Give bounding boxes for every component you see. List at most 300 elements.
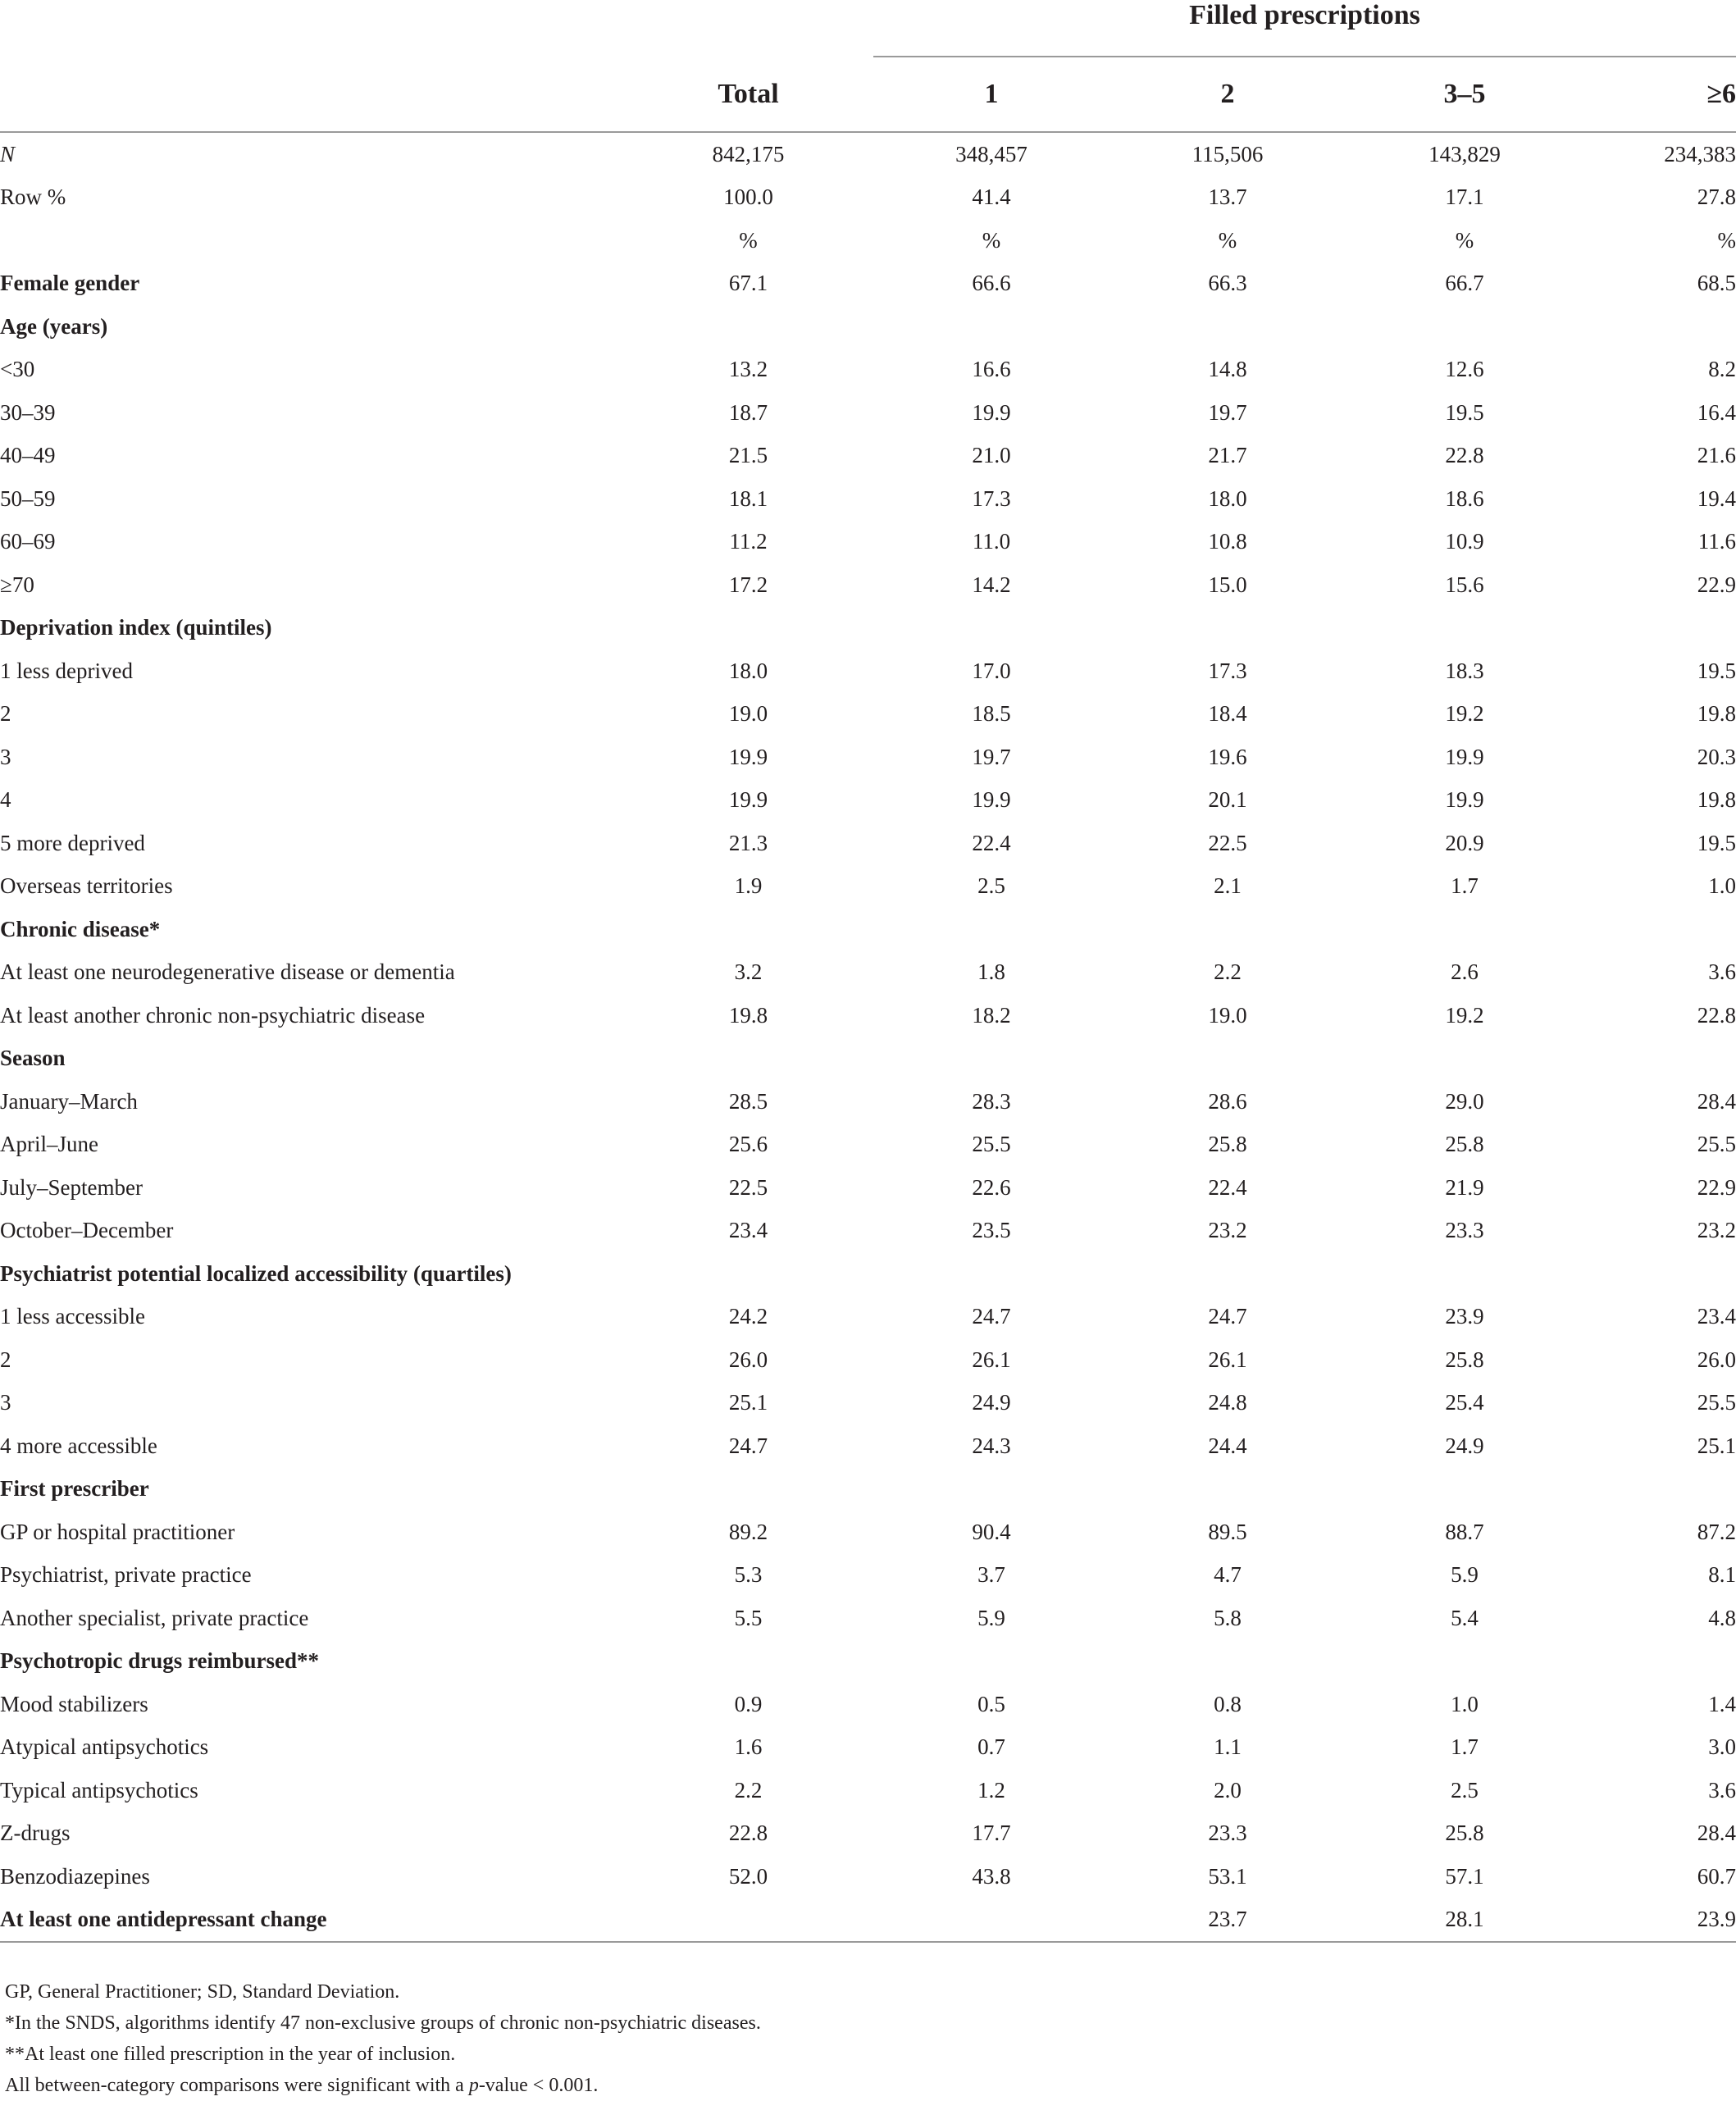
table-row <box>0 994 1736 1037</box>
table-cell <box>1583 1037 1736 1081</box>
table-cell <box>1109 1252 1346 1296</box>
table-cell: 23.7 <box>1109 1898 1346 1943</box>
table-row <box>0 219 1736 262</box>
row-label: Age (years) <box>0 313 108 339</box>
table-cell <box>873 1468 1109 1511</box>
table-row <box>0 1769 1736 1812</box>
row-label <box>0 219 623 262</box>
table-cell: 24.7 <box>728 1433 768 1458</box>
table-row <box>0 736 1736 779</box>
table-cell <box>873 1898 1109 1943</box>
row-label: 4 <box>0 787 11 813</box>
row-label: At least one antidepressant change <box>0 1898 623 1943</box>
table-cell: 24.2 <box>728 1304 768 1329</box>
table-cell: 25.1 <box>728 1390 768 1415</box>
table-cell: 66.7 <box>1445 271 1484 296</box>
table-cell: 234,383 <box>1664 141 1736 166</box>
table-cell: 17.0 <box>972 658 1011 683</box>
table-cell: 143,829 <box>1428 141 1501 166</box>
column-header: 1 <box>873 57 1109 132</box>
table-cell: 52.0 <box>728 1863 768 1889</box>
table-footnotes <box>5 1976 761 2101</box>
table-cell: 88.7 <box>1445 1519 1484 1544</box>
table-cell: 17.7 <box>972 1821 1011 1846</box>
table-cell <box>1583 1640 1736 1684</box>
table-row <box>0 262 1736 306</box>
row-label: Another specialist, private practice <box>0 1605 309 1630</box>
table-cell: % <box>1455 227 1474 253</box>
row-label: 60–69 <box>0 529 56 554</box>
table-cell <box>1109 908 1346 951</box>
table-cell: 26.0 <box>1697 1347 1736 1372</box>
row-label: October–December <box>0 1218 174 1243</box>
table-cell: 0.9 <box>734 1691 763 1716</box>
table-cell: 22.8 <box>1697 1002 1736 1028</box>
row-label: January–March <box>0 1088 138 1114</box>
table-cell <box>1583 1468 1736 1511</box>
table-cell: 5.8 <box>1214 1605 1242 1630</box>
table-cell: 89.2 <box>728 1519 768 1544</box>
table-cell: 5.3 <box>734 1562 763 1588</box>
table-cell: 1.4 <box>1708 1691 1736 1716</box>
table-cell: 19.5 <box>1445 399 1484 425</box>
table-cell: 8.1 <box>1708 1562 1736 1588</box>
row-label: <30 <box>0 357 35 382</box>
table-cell: 18.0 <box>1208 485 1247 511</box>
row-label: Season <box>0 1046 66 1071</box>
table-cell: 3.2 <box>734 959 763 985</box>
table-row <box>0 1210 1736 1253</box>
table-row <box>0 1554 1736 1597</box>
table-cell: 100.0 <box>723 185 773 210</box>
table-cell: 19.9 <box>728 744 768 769</box>
table-cell: 19.9 <box>1445 787 1484 813</box>
table-row <box>0 391 1736 435</box>
table-cell: 3.7 <box>977 1562 1005 1588</box>
table-row <box>0 1123 1736 1167</box>
table-cell: 1.1 <box>1214 1734 1242 1760</box>
table-cell: 1.2 <box>977 1777 1005 1802</box>
table-cell <box>1346 1252 1583 1296</box>
table-cell <box>1583 1252 1736 1296</box>
row-label: Overseas territories <box>0 873 173 899</box>
table-cell <box>873 305 1109 349</box>
table-cell <box>1109 607 1346 650</box>
footnote-chronic-disease: *In the SNDS, algorithms identify 47 non-exclusive groups of chronic non-psychiatric diseases. <box>5 2012 761 2034</box>
row-label: 3 <box>0 1390 11 1415</box>
table-cell: 22.5 <box>728 1174 768 1200</box>
table-row <box>0 435 1736 478</box>
table-cell: 2.5 <box>1451 1777 1479 1802</box>
table-cell: 57.1 <box>1445 1863 1484 1889</box>
table-cell: 16.6 <box>972 357 1011 382</box>
table-cell: 25.8 <box>1445 1347 1484 1372</box>
table-cell: 17.2 <box>728 572 768 597</box>
table-cell: 1.7 <box>1451 1734 1479 1760</box>
table-cell: 87.2 <box>1697 1519 1736 1544</box>
table-cell <box>623 1468 873 1511</box>
table-cell: 66.6 <box>972 271 1011 296</box>
table-cell <box>623 305 873 349</box>
table-cell: 19.8 <box>1697 701 1736 727</box>
column-header-row <box>0 57 1736 132</box>
table-cell: 0.7 <box>977 1734 1005 1760</box>
table-cell: 12.6 <box>1445 357 1484 382</box>
table-cell: 5.5 <box>734 1605 763 1630</box>
table-cell: 1.0 <box>1708 873 1736 899</box>
table-cell: 16.4 <box>1697 399 1736 425</box>
table-row <box>0 1296 1736 1339</box>
row-label: 1 less deprived <box>0 658 133 683</box>
table-cell: 17.1 <box>1445 185 1484 210</box>
table-cell: 21.7 <box>1208 443 1247 468</box>
table-cell: 25.4 <box>1445 1390 1484 1415</box>
row-label: Psychiatrist potential localized accessibility (quartiles) <box>0 1260 512 1286</box>
table-cell <box>1346 1468 1583 1511</box>
table-row <box>0 563 1736 607</box>
table-cell: 17.3 <box>972 485 1011 511</box>
table-cell: 23.2 <box>1208 1218 1247 1243</box>
table-row <box>0 607 1736 650</box>
table-cell: 5.9 <box>977 1605 1005 1630</box>
table-cell: 1.9 <box>734 873 763 899</box>
table-cell: 24.3 <box>972 1433 1011 1458</box>
footnote-psychotropic: **At least one filled prescription in the year of inclusion. <box>5 2044 456 2065</box>
table-row <box>0 305 1736 349</box>
table-cell: 15.6 <box>1445 572 1484 597</box>
table-cell: 23.3 <box>1208 1821 1247 1846</box>
table-cell <box>1109 1037 1346 1081</box>
table-cell: 2.2 <box>734 1777 763 1802</box>
table-cell: 17.3 <box>1208 658 1247 683</box>
group-header-spacer <box>623 0 873 57</box>
column-header: Total <box>623 57 873 132</box>
row-label: Row % <box>0 185 66 210</box>
row-label: 5 more deprived <box>0 830 145 855</box>
table-row <box>0 1511 1736 1554</box>
footnote-significance-prefix: All between-category comparisons were significant with a <box>5 2075 469 2096</box>
table-cell: 19.9 <box>728 787 768 813</box>
row-label: First prescriber <box>0 1476 149 1502</box>
table-cell: 28.6 <box>1208 1088 1247 1114</box>
table-cell <box>623 1640 873 1684</box>
table-cell <box>873 1037 1109 1081</box>
table-cell: 4.8 <box>1708 1605 1736 1630</box>
table-cell: 14.8 <box>1208 357 1247 382</box>
table-cell: 1.0 <box>1451 1691 1479 1716</box>
column-header: ≥6 <box>1583 57 1736 132</box>
table-cell: 21.0 <box>972 443 1011 468</box>
table-cell: 1.7 <box>1451 873 1479 899</box>
table-row <box>0 1812 1736 1856</box>
row-label: 2 <box>0 1347 11 1372</box>
table-cell: 23.9 <box>1445 1304 1484 1329</box>
table-cell: 2.2 <box>1214 959 1242 985</box>
table-cell: 22.5 <box>1208 830 1247 855</box>
table-cell: 4.7 <box>1214 1562 1242 1588</box>
table-cell <box>873 1640 1109 1684</box>
table-row <box>0 477 1736 521</box>
table-cell: 2.0 <box>1214 1777 1242 1802</box>
table-cell: 5.4 <box>1451 1605 1479 1630</box>
table-row <box>0 1382 1736 1425</box>
table-cell: 348,457 <box>955 141 1027 166</box>
table-body <box>0 132 1736 1942</box>
table-row <box>0 349 1736 392</box>
table-cell: 24.9 <box>972 1390 1011 1415</box>
row-label: April–June <box>0 1132 98 1157</box>
table-cell: 18.5 <box>972 701 1011 727</box>
table-cell: 66.3 <box>1208 271 1247 296</box>
table-cell: 41.4 <box>972 185 1011 210</box>
table-cell: 23.5 <box>972 1218 1011 1243</box>
table-cell: 24.7 <box>1208 1304 1247 1329</box>
table-row <box>0 1338 1736 1382</box>
table-cell: 19.8 <box>728 1002 768 1028</box>
table-cell: 3.6 <box>1708 959 1736 985</box>
row-label: Z-drugs <box>0 1821 71 1846</box>
table-cell: 20.3 <box>1697 744 1736 769</box>
table-cell <box>1583 908 1736 951</box>
table-cell: 8.2 <box>1708 357 1736 382</box>
table-cell: 13.2 <box>728 357 768 382</box>
row-label: At least another chronic non-psychiatric disease <box>0 1002 426 1028</box>
row-label: ≥70 <box>0 572 34 597</box>
table-cell <box>1346 305 1583 349</box>
table-cell: 28.5 <box>728 1088 768 1114</box>
table-cell: 24.4 <box>1208 1433 1247 1458</box>
group-header-row <box>0 0 1736 57</box>
table-row <box>0 1726 1736 1770</box>
table-cell <box>1346 1640 1583 1684</box>
table-cell: 115,506 <box>1192 141 1264 166</box>
table-cell: 10.8 <box>1208 529 1247 554</box>
table-cell: 28.4 <box>1697 1821 1736 1846</box>
table-cell: 18.3 <box>1445 658 1484 683</box>
row-label: Female gender <box>0 271 140 296</box>
row-label: 50–59 <box>0 485 56 511</box>
table-row <box>0 951 1736 995</box>
table-cell <box>1109 1468 1346 1511</box>
table-cell: 25.6 <box>728 1132 768 1157</box>
table-cell <box>1346 908 1583 951</box>
table-cell: % <box>982 227 1001 253</box>
table-row <box>0 132 1736 176</box>
table-cell: 28.3 <box>972 1088 1011 1114</box>
table-row <box>0 1855 1736 1898</box>
table-cell: 19.5 <box>1697 830 1736 855</box>
table-cell: 10.9 <box>1445 529 1484 554</box>
table-row <box>0 865 1736 909</box>
row-label: Deprivation index (quintiles) <box>0 615 272 640</box>
table-row <box>0 822 1736 865</box>
table-cell: 26.1 <box>972 1347 1011 1372</box>
table-cell: 89.5 <box>1208 1519 1247 1544</box>
table-cell: 11.6 <box>1697 529 1736 554</box>
row-label: 30–39 <box>0 399 56 425</box>
table-cell: 18.4 <box>1208 701 1247 727</box>
table-cell: 20.9 <box>1445 830 1484 855</box>
table-cell: 2.5 <box>977 873 1005 899</box>
table-cell: 19.9 <box>1445 744 1484 769</box>
table-cell: 3.0 <box>1708 1734 1736 1760</box>
row-label: Psychiatrist, private practice <box>0 1562 252 1588</box>
row-label: 4 more accessible <box>0 1433 157 1458</box>
table-cell: 18.7 <box>728 399 768 425</box>
table-cell: 0.8 <box>1214 1691 1242 1716</box>
table-cell: 18.0 <box>728 658 768 683</box>
table-cell <box>873 908 1109 951</box>
column-header: 3–5 <box>1346 57 1583 132</box>
table-cell: 23.4 <box>728 1218 768 1243</box>
table-cell: 25.8 <box>1445 1821 1484 1846</box>
table-cell: 28.4 <box>1697 1088 1736 1114</box>
table-row <box>0 1597 1736 1640</box>
table-cell: 5.9 <box>1451 1562 1479 1588</box>
table-cell: 19.6 <box>1208 744 1247 769</box>
table-row <box>0 1640 1736 1684</box>
table-cell: 68.5 <box>1697 271 1736 296</box>
table-cell: 21.9 <box>1445 1174 1484 1200</box>
table-cell: 19.2 <box>1445 701 1484 727</box>
table-cell <box>623 1037 873 1081</box>
table-cell: 27.8 <box>1697 185 1736 210</box>
table-cell: 21.5 <box>728 443 768 468</box>
row-label: Mood stabilizers <box>0 1691 148 1716</box>
table-cell: 25.5 <box>1697 1390 1736 1415</box>
table-row <box>0 521 1736 564</box>
table-cell: 25.5 <box>972 1132 1011 1157</box>
table-cell: 11.0 <box>972 529 1011 554</box>
table-cell: 18.2 <box>972 1002 1011 1028</box>
table-cell: 25.8 <box>1445 1132 1484 1157</box>
table-cell <box>1583 607 1736 650</box>
row-label: GP or hospital practitioner <box>0 1519 235 1544</box>
table-cell: 29.0 <box>1445 1088 1484 1114</box>
table-cell: 0.5 <box>977 1691 1005 1716</box>
table-cell: 19.4 <box>1697 485 1736 511</box>
table-cell: 25.5 <box>1697 1132 1736 1157</box>
table-row <box>0 779 1736 823</box>
row-label: At least one neurodegenerative disease or dementia <box>0 959 455 985</box>
table-cell: 24.9 <box>1445 1433 1484 1458</box>
table-cell: 22.4 <box>1208 1174 1247 1200</box>
table-cell: 90.4 <box>972 1519 1011 1544</box>
table-cell: 53.1 <box>1208 1863 1247 1889</box>
table-cell: 19.0 <box>1208 1002 1247 1028</box>
column-header: 2 <box>1109 57 1346 132</box>
table-cell: 22.9 <box>1697 572 1736 597</box>
table-cell: 28.1 <box>1346 1898 1583 1943</box>
group-header-filled-prescriptions: Filled prescriptions <box>873 0 1736 57</box>
table-cell: 20.1 <box>1208 787 1247 813</box>
table-cell: 24.7 <box>972 1304 1011 1329</box>
row-label: July–September <box>0 1174 143 1200</box>
table-cell: 26.1 <box>1208 1347 1247 1372</box>
table-cell <box>623 908 873 951</box>
footnote-significance-suffix: -value < 0.001. <box>478 2075 599 2096</box>
table-row <box>0 1468 1736 1511</box>
table-row <box>0 908 1736 951</box>
table-cell <box>873 1252 1109 1296</box>
row-label: 3 <box>0 744 11 769</box>
table-row <box>0 176 1736 220</box>
table-cell: 23.9 <box>1583 1898 1736 1943</box>
footnote-abbreviations: GP, General Practitioner; SD, Standard Deviation. <box>5 1981 400 2003</box>
table-cell: 21.3 <box>728 830 768 855</box>
table-cell <box>623 1898 873 1943</box>
column-header <box>0 57 623 132</box>
table-cell: % <box>1218 227 1237 253</box>
table-cell: 1.8 <box>977 959 1005 985</box>
table-cell: 13.7 <box>1208 185 1247 210</box>
table-cell <box>873 607 1109 650</box>
row-label: 40–49 <box>0 443 56 468</box>
table-cell: 22.6 <box>972 1174 1011 1200</box>
table-cell: 25.8 <box>1208 1132 1247 1157</box>
table-cell: 2.6 <box>1451 959 1479 985</box>
footnote-p-symbol: p <box>468 2075 479 2096</box>
table-cell: 11.2 <box>729 529 768 554</box>
table-cell: % <box>1717 227 1736 253</box>
row-label: 2 <box>0 701 11 727</box>
table-cell: 14.2 <box>972 572 1011 597</box>
table-cell <box>1109 1640 1346 1684</box>
table-cell: 23.2 <box>1697 1218 1736 1243</box>
table-cell: 19.8 <box>1697 787 1736 813</box>
table-row <box>0 1424 1736 1468</box>
table-cell: 18.6 <box>1445 485 1484 511</box>
table-row <box>0 1037 1736 1081</box>
table-cell: 18.1 <box>728 485 768 511</box>
table-cell: 22.4 <box>972 830 1011 855</box>
table-cell <box>1346 1037 1583 1081</box>
table-cell: 60.7 <box>1697 1863 1736 1889</box>
table-cell: 24.8 <box>1208 1390 1247 1415</box>
row-label: Benzodiazepines <box>0 1863 150 1889</box>
table-cell: 2.1 <box>1214 873 1242 899</box>
table-cell: 22.8 <box>1445 443 1484 468</box>
table-cell <box>1583 305 1736 349</box>
table-cell: 842,175 <box>712 141 785 166</box>
row-label: 1 less accessible <box>0 1304 145 1329</box>
table-cell: 1.6 <box>734 1734 763 1760</box>
table-row <box>0 1166 1736 1210</box>
table-cell: 23.4 <box>1697 1304 1736 1329</box>
table-cell <box>1346 607 1583 650</box>
table-cell: 19.2 <box>1445 1002 1484 1028</box>
row-label: Atypical antipsychotics <box>0 1734 209 1760</box>
table-cell: 21.6 <box>1697 443 1736 468</box>
table-cell: 19.9 <box>972 787 1011 813</box>
group-header-spacer <box>0 0 623 57</box>
row-label: N <box>0 141 16 166</box>
table-cell: 26.0 <box>728 1347 768 1372</box>
footnote-significance <box>5 2070 761 2101</box>
table-cell: 25.1 <box>1697 1433 1736 1458</box>
table-cell: 3.6 <box>1708 1777 1736 1802</box>
table-cell <box>1109 305 1346 349</box>
table-cell: 19.7 <box>972 744 1011 769</box>
row-label: Psychotropic drugs reimbursed** <box>0 1648 320 1674</box>
table-cell: 19.0 <box>728 701 768 727</box>
table-row <box>0 1252 1736 1296</box>
table-cell: 19.7 <box>1208 399 1247 425</box>
table-cell: 19.5 <box>1697 658 1736 683</box>
table-cell: 22.9 <box>1697 1174 1736 1200</box>
table-cell: 23.3 <box>1445 1218 1484 1243</box>
table-row <box>0 693 1736 736</box>
